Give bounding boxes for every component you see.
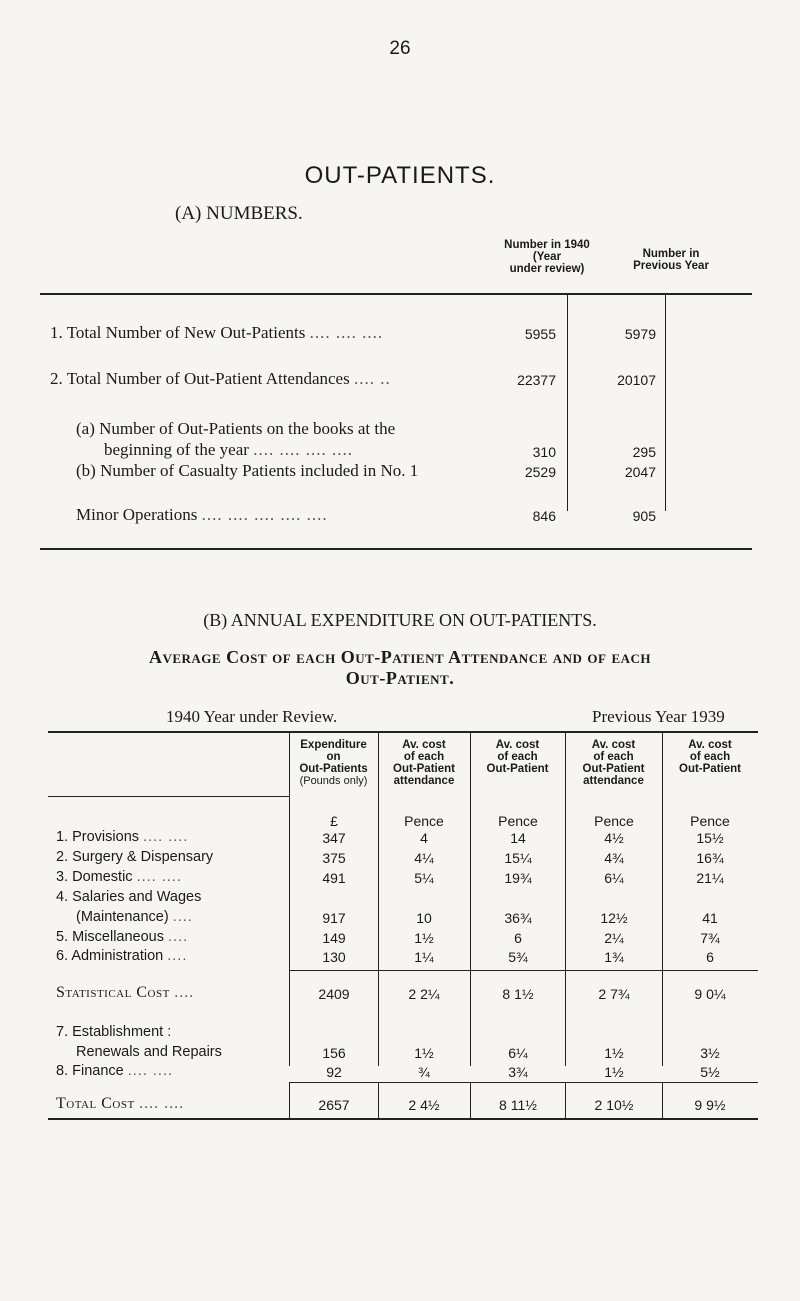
col-header-line: Out-Patient	[486, 763, 549, 775]
row-label: (b) Number of Casualty Patients included in No. 1	[76, 461, 419, 480]
table-a-row	[76, 461, 418, 481]
col-header-line: Av. cost	[402, 739, 446, 751]
leader-dots: .... .... .... ....	[253, 440, 353, 459]
table-row	[56, 929, 188, 945]
col-header-line: under review)	[509, 263, 585, 275]
cell-value: 5955	[524, 326, 556, 342]
row-label: beginning of the year	[104, 440, 249, 459]
col-header-line: of each	[497, 751, 538, 763]
cell-value: 295	[632, 444, 656, 460]
leader-dots: .... ....	[143, 829, 189, 845]
cell-value: 16¾	[696, 850, 724, 866]
row-label: 5. Miscellaneous	[56, 929, 164, 945]
total-rule	[289, 1082, 758, 1083]
col-header-line: of each	[593, 751, 634, 763]
col-header-expenditure	[289, 739, 378, 787]
table-b-divider	[470, 733, 471, 1066]
table-a-row	[104, 440, 353, 460]
leader-dots: ....	[168, 929, 189, 945]
cell-value: 36¾	[504, 910, 532, 926]
col-header-line: (Year	[532, 251, 562, 263]
section-a-heading: (A) NUMBERS.	[175, 203, 303, 224]
previous-year: Previous Year 1939	[592, 707, 725, 726]
col-header-1940	[486, 239, 608, 275]
col-header-patient-1939	[662, 739, 758, 775]
cell-value: 22377	[517, 372, 556, 388]
row-label: Total Cost	[56, 1095, 135, 1112]
cell-value: 3¾	[508, 1064, 528, 1080]
cell-value: 20107	[617, 372, 656, 388]
cell-value: 5979	[624, 326, 656, 342]
cell-value: 7¾	[700, 930, 720, 946]
cell-value: 19¾	[504, 870, 532, 886]
cell-value: 4¼	[414, 850, 434, 866]
col-header-line: Out-Patient	[679, 763, 741, 775]
header-rule	[48, 796, 289, 797]
leader-dots: ....	[167, 948, 188, 964]
table-a-row	[50, 323, 383, 343]
row-label: 3. Domestic	[56, 869, 133, 885]
section-b-heading: (B) ANNUAL EXPENDITURE ON OUT-PATIENTS.	[203, 610, 597, 630]
table-row	[56, 1063, 173, 1079]
table-row-total	[56, 1095, 184, 1113]
col-header-attendance-1939	[565, 739, 662, 787]
unit-label: £	[330, 813, 338, 829]
cell-value: ¾	[418, 1064, 430, 1080]
col-header-line: Number in 1940	[504, 239, 590, 251]
subtotal-rule	[289, 970, 758, 971]
page-title: OUT-PATIENTS.	[304, 162, 496, 189]
col-header-line: Av. cost	[591, 739, 636, 751]
cell-value: 2 4½	[408, 1097, 440, 1113]
cell-value: 1½	[604, 1064, 624, 1080]
table-a-bottom-rule	[40, 548, 752, 550]
cell-value: 6	[706, 949, 714, 965]
cell-value: 6	[514, 930, 522, 946]
col-header-line: Out-Patient	[582, 763, 645, 775]
cell-value: 2657	[318, 1097, 350, 1113]
row-label: Renewals and Repairs	[76, 1044, 222, 1060]
row-label: 1. Total Number of New Out-Patients	[50, 323, 306, 342]
row-label: 8. Finance	[56, 1063, 124, 1079]
cell-value: 2 10½	[594, 1097, 634, 1113]
cell-value: 1½	[414, 1045, 434, 1061]
cell-value: 1½	[604, 1045, 624, 1061]
table-row	[76, 1044, 222, 1060]
cell-value: 12½	[600, 910, 628, 926]
cell-value: 130	[322, 949, 346, 965]
cell-value: 8 1½	[502, 986, 534, 1002]
cell-value: 21¼	[696, 870, 724, 886]
table-a-divider-1	[567, 295, 568, 511]
table-a-top-rule	[40, 293, 752, 295]
cell-value: 2¼	[604, 930, 624, 946]
table-row	[56, 849, 213, 865]
table-a-row	[50, 369, 391, 389]
table-b-top-rule	[48, 731, 758, 733]
leader-dots: .... ....	[136, 869, 182, 885]
section-b-subheading-1: Average Cost of each Out-Patient Attendance and of each	[148, 647, 652, 667]
table-row	[56, 948, 187, 964]
cell-value: 347	[322, 830, 346, 846]
table-row	[56, 829, 188, 845]
row-label: 2. Total Number of Out-Patient Attendances	[50, 369, 350, 388]
cell-value: 9 9½	[694, 1097, 726, 1113]
cell-value: 2529	[524, 464, 556, 480]
col-header-line: attendance	[393, 775, 455, 787]
row-label: 2. Surgery & Dispensary	[56, 849, 214, 865]
table-row	[76, 909, 193, 925]
cell-value: 92	[326, 1064, 342, 1080]
cell-value: 375	[322, 850, 346, 866]
table-b-divider	[662, 733, 663, 1066]
table-row: 7. Establishment :	[56, 1024, 172, 1040]
cell-value: 905	[632, 508, 656, 524]
col-header-line: Previous Year	[633, 260, 709, 272]
leader-dots: .... .... ....	[309, 323, 384, 342]
cell-value: 10	[416, 910, 432, 926]
leader-dots: .... .... .... .... ....	[201, 505, 328, 524]
cell-value: 14	[510, 830, 526, 846]
section-b-subheading-2: Out-Patient.	[345, 668, 455, 688]
col-header-line: Out-Patients	[299, 763, 368, 775]
row-label: Statistical Cost	[56, 984, 170, 1001]
row-label: 6. Administration	[56, 948, 164, 964]
col-header-line: (Pounds only)	[299, 775, 368, 787]
col-header-line: of each	[689, 751, 731, 763]
col-header-line: Av. cost	[688, 739, 732, 751]
leader-dots: .... ....	[139, 1095, 185, 1112]
row-label: Minor Operations	[76, 505, 198, 524]
cell-value: 491	[322, 870, 346, 886]
cell-value: 2 2¼	[408, 986, 440, 1002]
cell-value: 15½	[696, 830, 724, 846]
leader-dots: ....	[174, 984, 195, 1001]
cell-value: 1½	[414, 930, 434, 946]
leader-dots: .... ..	[353, 369, 391, 388]
col-header-line: of each	[403, 751, 445, 763]
row-label: (a) Number of Out-Patients on the books at the	[76, 419, 396, 438]
cell-value: 2047	[624, 464, 656, 480]
cell-value: 3½	[700, 1045, 720, 1061]
col-header-line: Number in	[642, 248, 700, 260]
cell-value: 2409	[318, 986, 350, 1002]
cell-value: 5¾	[508, 949, 528, 965]
col-header-patient-1940	[470, 739, 565, 775]
row-label: 4. Salaries and Wages	[56, 889, 202, 905]
col-header-line: Av. cost	[495, 739, 540, 751]
row-label: 1. Provisions	[56, 829, 140, 845]
cell-value: 846	[532, 508, 556, 524]
table-a-divider-2	[665, 295, 666, 511]
col-header-line: Out-Patient	[393, 763, 455, 775]
cell-value: 1¼	[414, 949, 434, 965]
table-row-statistical	[56, 984, 194, 1002]
cell-value: 8 11½	[499, 1097, 537, 1113]
unit-label: Pence	[594, 813, 634, 829]
col-header-line: on	[326, 751, 341, 763]
col-header-line: attendance	[583, 775, 644, 787]
cell-value: 9 0¼	[694, 986, 726, 1002]
unit-label: Pence	[404, 813, 444, 829]
table-row	[56, 869, 182, 885]
unit-label: Pence	[690, 813, 730, 829]
cell-value: 5½	[700, 1064, 720, 1080]
cell-value: 6¼	[604, 870, 624, 886]
table-a-row	[76, 505, 328, 525]
cell-value: 156	[322, 1045, 346, 1061]
page-number: 26	[389, 38, 411, 59]
leader-dots: ....	[172, 909, 193, 925]
table-b-bottom-rule	[48, 1118, 758, 1120]
unit-label: Pence	[498, 813, 538, 829]
col-header-previous	[612, 248, 730, 272]
cell-value: 4¾	[604, 850, 624, 866]
cell-value: 4	[420, 830, 428, 846]
cell-value: 917	[322, 910, 346, 926]
cell-value: 5¼	[414, 870, 434, 886]
cell-value: 2 7¾	[598, 986, 630, 1002]
row-label: (Maintenance)	[76, 909, 169, 925]
cell-value: 15¼	[504, 850, 532, 866]
col-header-line: Expenditure	[300, 739, 367, 751]
cell-value: 4½	[604, 830, 624, 846]
cell-value: 149	[322, 930, 346, 946]
table-a-row	[76, 419, 395, 439]
cell-value: 41	[702, 910, 718, 926]
col-header-attendance-1940	[378, 739, 470, 787]
leader-dots: .... ....	[127, 1063, 174, 1079]
cell-value: 1¾	[604, 949, 624, 965]
cell-value: 6¼	[508, 1045, 528, 1061]
year-under-review: 1940 Year under Review.	[166, 707, 338, 726]
table-row	[56, 889, 201, 905]
cell-value: 310	[532, 444, 556, 460]
